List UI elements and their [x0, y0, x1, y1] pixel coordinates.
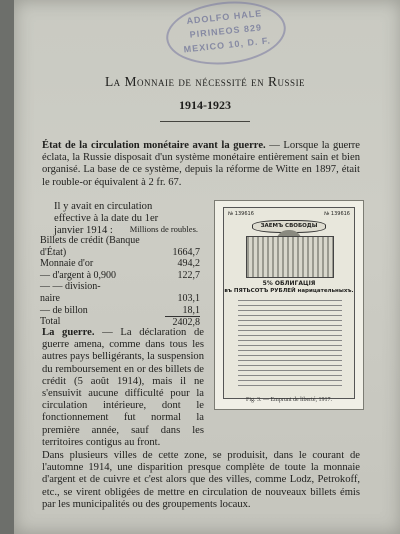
row-label: d'État): [40, 246, 67, 258]
intro-heading: État de la circulation monétaire avant la guerre.: [42, 140, 266, 151]
stamp-line-3: MEXICO 10, D. F.: [183, 35, 272, 55]
bond-rate: 5% ОБЛИГАЦІЯ: [262, 280, 316, 287]
table-row: [40, 247, 200, 259]
table-row: [40, 235, 200, 247]
row-label: — — division-: [40, 281, 101, 293]
row-value: 1664,7: [172, 246, 200, 258]
row-label: Total: [40, 316, 61, 328]
figure-caption: Fig. 3. — Emprunt de liberté, 1917.: [246, 397, 332, 403]
bond-figure: [214, 200, 364, 410]
table-row: [40, 293, 200, 305]
circulation-table: [40, 225, 200, 329]
table-row: [40, 281, 200, 293]
chapter-title: La Monnaie de nécessité en Russie: [104, 74, 306, 89]
war-paragraph: [42, 327, 204, 449]
war-text: — La déclaration de guerre amena, comme dans tous les autres pays belligérants, la suspension du remboursement en or des billets de crédit (5 août 1914), mais il ne s'ensuivit aucune difficulté pour la circulation intérieure, dont le fonctionnement fut normal la première année, sauf dans les territoires contigus au front.: [42, 327, 205, 448]
building-illustration: [246, 236, 334, 278]
table-row: [40, 305, 200, 317]
table-row: [40, 270, 200, 282]
row-value: 2402,8: [165, 316, 201, 329]
intro-text: — Lorsque la guerre éclata, la Russie disposait d'un système monétaire entièrement sain et bien organisé. La base de ce système, depuis la réforme de Witte en 1897, était le rouble-or équivalent à 2 fr. 67.: [42, 140, 360, 188]
bond-number-left: № 139616: [228, 211, 254, 217]
bond-value: въ ПЯТЬСОТЪ РУБЛЕЙ нарицательныхъ.: [224, 288, 354, 294]
intro-paragraph: [42, 140, 360, 189]
chapter-years: 1914-1923: [179, 98, 231, 112]
library-stamp: [163, 0, 289, 70]
stamp-line-1: ADOLFO HALE: [186, 8, 263, 27]
row-value: 122,7: [177, 269, 200, 281]
table-row: [40, 258, 200, 270]
row-label: Monnaie d'or: [40, 258, 94, 270]
unit-header: Millions de roubles.: [129, 224, 198, 234]
bottom-paragraph: Dans plusieurs villes de cette zone, se produisit, dans le courant de l'automne 1914, une disparition presque complète de toute la monnaie d'argent et de cuivre et c'est alors que des villes, comme Lodz, Petrokoff, etc., se virent obligées de mettre en circulation de nouveaux billets émis par les municipalités ou des groupements locaux.: [42, 450, 360, 510]
row-value: 103,1: [177, 292, 200, 304]
row-value: 18,1: [182, 304, 200, 316]
liberty-loan-bond-image: [223, 207, 355, 399]
circulation-intro: Il y avait en circulation effective à la date du 1er janvier 1914 :: [54, 201, 159, 237]
row-value: 494,2: [177, 258, 200, 270]
row-label: — de billon: [40, 304, 88, 316]
stamp-line-2: PIRINEOS 829: [189, 22, 263, 40]
row-label: naire: [40, 292, 60, 304]
title-divider: [160, 121, 250, 122]
bond-number-right: № 139616: [324, 211, 350, 217]
war-heading: La guerre.: [42, 327, 95, 338]
bond-ribbon: ЗАЕМЪ СВОБОДЫ: [252, 220, 326, 233]
bond-fine-print: [238, 300, 342, 390]
row-label: Billets de crédit (Banque: [40, 235, 140, 246]
row-label: — d'argent à 0,900: [40, 269, 117, 281]
table-rows: [40, 235, 200, 329]
